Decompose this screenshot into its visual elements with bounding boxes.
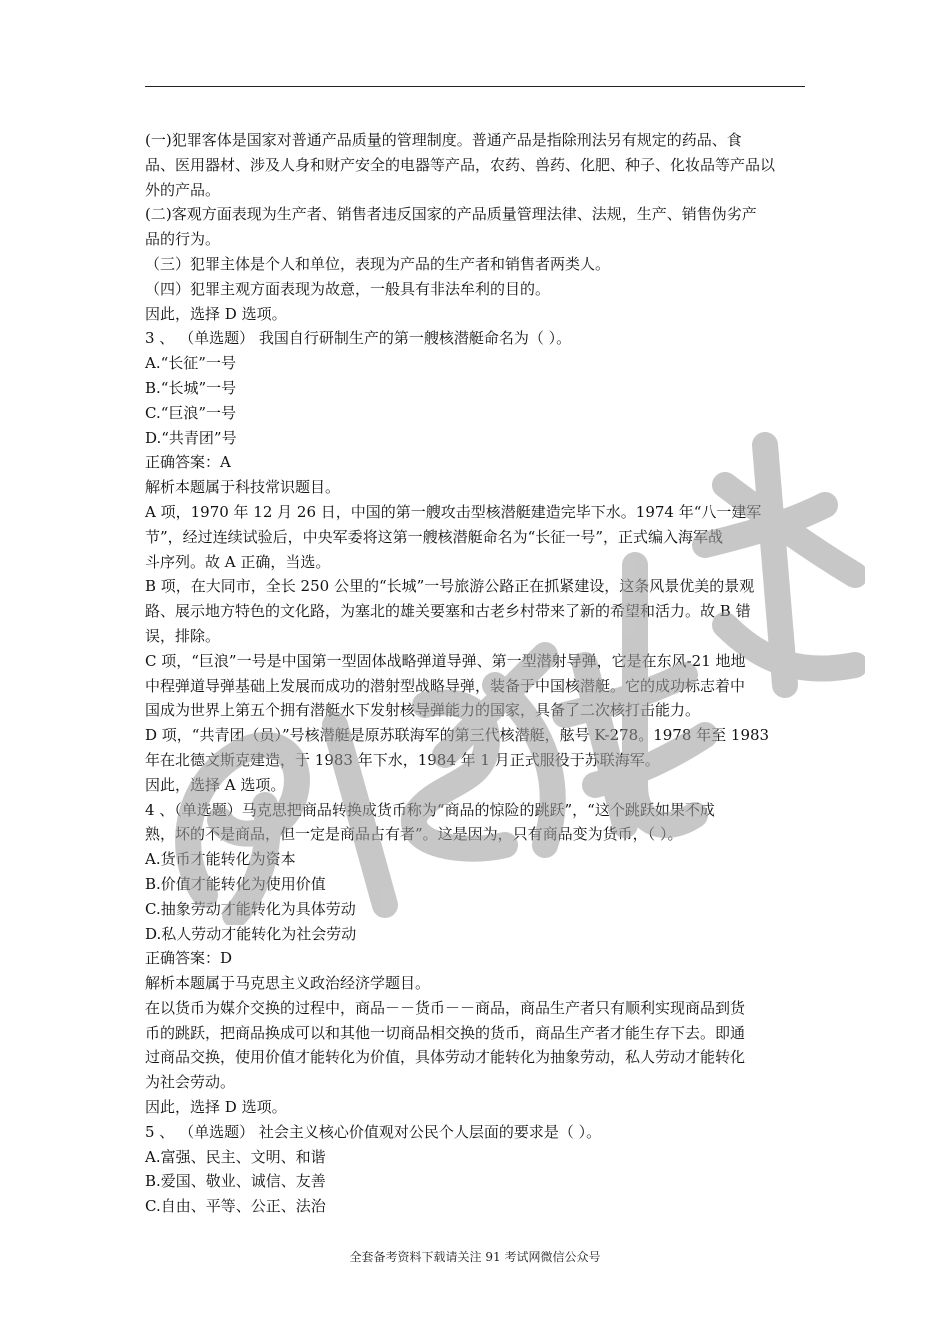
text-line: 解析本题属于科技常识题目。: [145, 478, 341, 497]
text-line: 中程弹道导弹基础上发展而成功的潜射型战略导弹，装备于中国核潜艇。它的成功标志着中: [145, 676, 746, 695]
text-line: C.“巨浪”一号: [145, 403, 237, 422]
text-line: C 项，“巨浪”一号是中国第一型固体战略弹道导弹、第一型潜射导弹，它是在东风-21 地地: [145, 651, 746, 670]
text-line: 品、医用器材、涉及人身和财产安全的电器等产品，农药、兽药、化肥、种子、化妆品等产品以: [145, 155, 776, 174]
text-line: 3 、 （单选题） 我国自行研制生产的第一艘核潜艇命名为（ ）。: [145, 329, 572, 348]
text-line: 品的行为。: [145, 230, 221, 249]
text-line: 为社会劳动。: [145, 1073, 236, 1092]
header-rule: [145, 86, 805, 87]
text-line: 路、展示地方特色的文化路，为塞北的雄关要塞和古老乡村带来了新的希望和活力。故 B 错: [145, 602, 751, 621]
text-line: 因此，选择 A 选项。: [145, 775, 286, 794]
text-line: 因此，选择 D 选项。: [145, 304, 287, 323]
text-line: 熟，坏的不是商品，但一定是商品占有者”。这是因为，只有商品变为货币，（ ）。: [145, 825, 683, 844]
text-line: D.“共青团”号: [145, 428, 237, 447]
text-line: 斗序列。故 A 正确，当选。: [145, 552, 331, 571]
text-line: B 项，在大同市，全长 250 公里的“长城”一号旅游公路正在抓紧建设，这条风景优美的景观: [145, 577, 755, 596]
text-line: B.“长城”一号: [145, 378, 237, 397]
text-line: 年在北德文斯克建造，于 1983 年下水，1984 年 1 月正式服役于苏联海军。: [145, 750, 660, 769]
text-line: 在以货币为媒介交换的过程中，商品－－货币－－商品，商品生产者只有顺利实现商品到货: [145, 998, 746, 1017]
text-line: A.富强、民主、文明、和谐: [145, 1147, 326, 1166]
text-line: （四）犯罪主观方面表现为故意，一般具有非法牟利的目的。: [145, 279, 551, 298]
text-line: （三）犯罪主体是个人和单位，表现为产品的生产者和销售者两类人。: [145, 254, 611, 273]
text-line: 节”，经过连续试验后，中央军委将这第一艘核潜艇命名为“长征一号”，正式编入海军战: [145, 527, 724, 546]
text-line: 正确答案：D: [145, 949, 233, 968]
text-line: 4 、（单选题）马克思把商品转换成货币称为“商品的惊险的跳跃”，“这个跳跃如果不成: [145, 800, 715, 819]
text-line: 国成为世界上第五个拥有潜艇水下发射核导弹能力的国家，具备了二次核打击能力。: [145, 701, 701, 720]
text-line: C.自由、平等、公正、法治: [145, 1197, 326, 1216]
text-line: C.抽象劳动才能转化为具体劳动: [145, 899, 356, 918]
text-line: (一)犯罪客体是国家对普通产品质量的管理制度。普通产品是指除刑法另有规定的药品、食: [145, 131, 742, 149]
text-line: 误，排除。: [145, 626, 221, 645]
text-line: 5 、 （单选题） 社会主义核心价值观对公民个人层面的要求是（ ）。: [145, 1122, 602, 1141]
text-line: D 项，“共青团（员）”号核潜艇是原苏联海军的第三代核潜艇，舷号 K-278。1978 年至 1983: [145, 726, 770, 745]
text-line: A.货币才能转化为资本: [145, 850, 296, 869]
text-line: 因此，选择 D 选项。: [145, 1098, 287, 1117]
text-line: 币的跳跃，把商品换成可以和其他一切商品相交换的货币，商品生产者才能生存下去。即通: [145, 1023, 746, 1042]
text-line: (二)客观方面表现为生产者、销售者违反国家的产品质量管理法律、法规，生产、销售伪劣产: [145, 205, 757, 224]
text-line: 外的产品。: [145, 180, 221, 199]
document-body: [145, 128, 807, 1219]
text-line: 过商品交换，使用价值才能转化为价值，具体劳动才能转化为抽象劳动，私人劳动才能转化: [145, 1048, 746, 1067]
text-line: B.爱国、敬业、诚信、友善: [145, 1172, 326, 1191]
text-line: D.私人劳动才能转化为社会劳动: [145, 924, 357, 943]
page-footer: 全套备考资料下载请关注 91 考试网微信公众号: [349, 1250, 601, 1264]
text-line: A 项，1970 年 12 月 26 日，中国的第一艘攻击型核潜艇建造完毕下水。1974 年“八一建军: [145, 502, 762, 521]
text-line: A.“长征”一号: [145, 354, 236, 373]
text-line: 正确答案：A: [145, 453, 231, 472]
text-line: 解析本题属于马克思主义政治经济学题目。: [145, 974, 431, 993]
text-line: B.价值才能转化为使用价值: [145, 874, 326, 893]
